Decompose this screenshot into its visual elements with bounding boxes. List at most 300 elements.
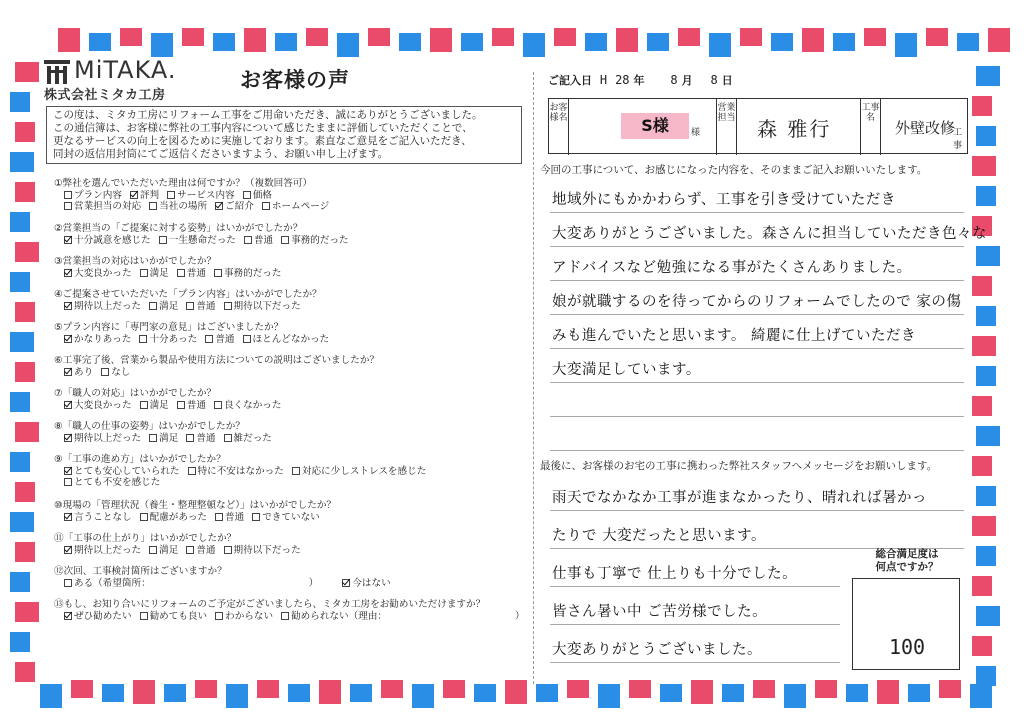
option-label: ご紹介 — [225, 201, 254, 212]
border-tile — [213, 33, 235, 51]
question-title: ⑤プラン内容に「専門家の意見」はございましたか？ — [54, 322, 284, 333]
border-tile — [709, 33, 731, 57]
checked-box-icon — [64, 513, 72, 521]
border-tile — [972, 156, 996, 176]
handwritten-line: みも進んでいたと思います。 綺麗に仕上げていただき — [552, 328, 916, 344]
checkbox-icon — [140, 269, 148, 277]
border-tile — [616, 28, 638, 52]
option-label: 普通 — [253, 234, 274, 246]
page-title: お客様の声 — [240, 68, 350, 92]
border-tile — [58, 28, 80, 52]
checkbox-icon — [252, 513, 260, 521]
border-tile — [15, 662, 35, 682]
option-label: 評判 — [139, 189, 160, 201]
option-checkbox[interactable] — [262, 201, 329, 213]
option-checkbox[interactable] — [214, 400, 282, 412]
checkbox-icon — [292, 467, 300, 475]
writing-rule — [550, 382, 964, 383]
checkbox-icon — [281, 236, 289, 244]
option-label: 今はない — [352, 577, 391, 589]
border-tile — [195, 680, 217, 698]
survey-question — [54, 454, 434, 489]
customer-label: お客様名 — [549, 99, 569, 155]
option-label: 一生懸命だった — [168, 234, 236, 246]
checkbox-icon — [281, 612, 289, 620]
message-prompt: 最後に、お客様のお宅の工事に携わった弊社スタッフへメッセージをお願いします。 — [540, 460, 938, 472]
border-tile — [895, 33, 917, 57]
customer-suffix: 様 — [691, 128, 701, 138]
intro-line: 更なるサービスの向上を図るために実施しております。素直なご意見をご記入いただき、 — [53, 135, 472, 147]
border-tile — [10, 572, 30, 592]
checkbox-icon — [149, 434, 157, 442]
option-checkbox[interactable] — [64, 367, 93, 379]
option-label: プラン内容 — [74, 189, 122, 201]
checkbox-icon — [224, 546, 232, 554]
border-tile — [10, 272, 30, 292]
option-checkbox[interactable] — [140, 512, 207, 524]
checkbox-icon — [149, 302, 157, 310]
option-checkbox[interactable] — [186, 433, 215, 445]
border-tile — [430, 28, 452, 52]
border-tile — [226, 684, 248, 708]
checkbox-icon — [159, 236, 167, 244]
option-label: 満足 — [159, 300, 179, 312]
border-tile — [833, 33, 855, 51]
handwritten-line: 娘が就職するのを待ってからのリフォームでしたので 家の傷 — [552, 294, 962, 310]
option-label: できていない — [262, 511, 320, 523]
option-label: 事務的だった — [291, 234, 349, 246]
option-checkbox[interactable] — [186, 545, 215, 557]
option-checkbox[interactable] — [64, 578, 151, 590]
checkbox-icon — [140, 612, 148, 620]
border-tile — [976, 426, 1000, 446]
border-tile — [970, 684, 992, 708]
border-tile — [976, 606, 1000, 626]
option-label: 普通 — [196, 432, 216, 444]
checkbox-icon — [186, 302, 194, 310]
border-tile — [523, 33, 545, 57]
option-label: わからない — [225, 610, 274, 622]
border-tile — [15, 542, 35, 562]
checkbox-icon — [177, 269, 185, 277]
checked-box-icon — [215, 202, 223, 210]
border-tile — [15, 122, 35, 142]
border-tile — [102, 684, 124, 702]
border-tile — [976, 306, 996, 326]
survey-question — [54, 223, 357, 246]
checked-box-icon — [64, 236, 72, 244]
border-tile — [926, 28, 948, 46]
border-tile — [15, 182, 35, 202]
question-title: ③営業担当の対応はいかがでしたか？ — [54, 256, 217, 267]
border-tile — [15, 242, 39, 262]
border-tile — [753, 680, 775, 698]
checkbox-icon — [224, 302, 232, 310]
border-tile — [319, 680, 341, 704]
checkbox-icon — [167, 191, 175, 199]
border-tile — [864, 28, 886, 46]
border-tile — [784, 684, 806, 708]
option-label: とても不安を感じた — [74, 477, 161, 488]
handwritten-line: 地域外にもかかわらず、工事を引き受けていただき — [552, 192, 896, 208]
border-tile — [567, 680, 589, 698]
option-checkbox[interactable] — [149, 433, 178, 445]
customer-field[interactable] — [569, 99, 717, 155]
checked-box-icon — [64, 335, 72, 343]
question-title: ⑥工事完了後、営業から製品や使用方法についての説明はございましたか？ — [54, 355, 380, 366]
checked-box-icon — [64, 302, 72, 310]
option-row — [54, 268, 290, 280]
option-checkbox[interactable] — [139, 334, 197, 346]
border-tile — [976, 546, 996, 566]
option-checkbox[interactable] — [243, 334, 330, 346]
border-tile — [972, 396, 992, 416]
option-row — [54, 367, 379, 379]
option-label: ） — [308, 577, 319, 589]
border-tile — [976, 366, 996, 386]
option-label: 普通 — [215, 333, 235, 345]
intro-line: この通信簿は、お客様に弊社の工事内容について感じたままに評価していただくことで、 — [53, 122, 473, 134]
date-label: ご記入日 — [548, 74, 592, 87]
option-label: 大変良かった — [74, 399, 132, 411]
border-tile — [10, 92, 30, 112]
option-label: 普通 — [196, 544, 216, 556]
checkbox-icon — [215, 513, 223, 521]
border-tile — [939, 680, 961, 698]
option-label: 満足 — [159, 432, 179, 444]
option-label: 配慮があった — [149, 511, 208, 523]
option-label: 勧めても良い — [149, 610, 208, 622]
checkbox-icon — [215, 612, 223, 620]
border-tile — [10, 452, 30, 472]
staff-field[interactable] — [737, 99, 861, 155]
option-close-paren — [515, 611, 525, 623]
option-label: 満足 — [149, 267, 169, 279]
border-tile — [474, 684, 496, 702]
border-tile — [722, 684, 744, 702]
writing-rule — [550, 624, 840, 625]
border-tile — [10, 632, 30, 652]
option-row — [54, 201, 337, 213]
survey-question — [54, 599, 533, 622]
option-row — [54, 334, 337, 346]
border-tile — [976, 666, 996, 686]
option-checkbox[interactable] — [177, 400, 206, 412]
writing-rule — [550, 586, 840, 587]
option-checkbox[interactable] — [149, 545, 178, 557]
border-tile — [164, 684, 186, 702]
option-checkbox[interactable] — [140, 268, 169, 280]
border-tile — [976, 126, 996, 146]
border-tile — [443, 680, 465, 698]
border-tile — [691, 680, 713, 704]
option-checkbox[interactable] — [244, 235, 273, 247]
checkbox-icon — [149, 202, 157, 210]
checked-box-icon — [130, 191, 138, 199]
border-tile — [288, 684, 310, 702]
border-tile — [629, 680, 651, 698]
handwritten-line: 皆さん暑い中 ご苦労様でした。 — [552, 604, 768, 620]
border-tile — [972, 336, 996, 356]
option-checkbox[interactable] — [167, 190, 235, 202]
option-label: あり — [74, 366, 94, 378]
option-label: 十分あった — [149, 333, 198, 345]
checked-box-icon — [64, 269, 72, 277]
option-checkbox[interactable] — [186, 301, 215, 313]
option-checkbox[interactable] — [64, 512, 132, 524]
option-checkbox[interactable] — [64, 301, 141, 313]
border-tile — [337, 33, 359, 57]
border-tile — [151, 33, 173, 57]
option-checkbox[interactable] — [140, 611, 208, 623]
question-title: ⑧「職人の仕事の姿勢」はいかがでしたか？ — [54, 421, 245, 432]
border-tile — [257, 680, 279, 698]
option-label: ） — [515, 610, 525, 622]
option-label: 勧められない（理由： — [291, 610, 388, 622]
option-checkbox[interactable] — [281, 235, 349, 247]
border-tile — [306, 28, 328, 46]
option-close-paren — [309, 578, 319, 590]
question-title: ⑦「職人の対応」はいかがでしたか？ — [54, 388, 217, 399]
option-checkbox[interactable] — [64, 190, 122, 202]
intro-line: この度は、ミタカ工房にリフォーム工事をご用命いただき、誠にありがとうございました。 — [53, 109, 483, 121]
option-label: 普通 — [186, 267, 206, 279]
option-checkbox[interactable] — [252, 512, 320, 524]
checked-box-icon — [64, 546, 72, 554]
writing-rule — [550, 662, 840, 663]
date-month-suffix: 月 — [681, 74, 693, 87]
border-tile — [133, 680, 155, 704]
handwritten-line: 大変ありがとうございました。森さんに担当していただき色々な — [552, 226, 987, 242]
border-tile — [554, 28, 576, 46]
border-tile — [877, 680, 899, 704]
checked-box-icon — [64, 434, 72, 442]
option-label: ホームページ — [271, 201, 330, 212]
writing-rule — [550, 314, 964, 315]
option-checkbox[interactable] — [215, 611, 273, 623]
satisfaction-score-box[interactable] — [852, 578, 960, 670]
survey-question — [54, 178, 337, 213]
question-title: ⑩現場の「管理状況（養生・整理整頓など）」はいかがでしたか？ — [54, 500, 337, 511]
question-title: ⑬もし、お知り合いにリフォームのご予定がございましたら、ミタカ工房をお勧めいただけますか？ — [54, 599, 486, 610]
checkbox-icon — [177, 401, 185, 409]
company-logo — [44, 58, 204, 102]
satisfaction-label-line: 何点ですか？ — [875, 561, 939, 573]
border-tile — [815, 680, 837, 698]
border-tile — [15, 602, 39, 622]
option-row — [54, 611, 533, 623]
checkbox-icon — [140, 401, 148, 409]
staff-label: 営業担当 — [717, 99, 737, 155]
option-checkbox[interactable] — [64, 477, 160, 489]
border-tile — [15, 362, 35, 382]
option-label: 価格 — [252, 189, 272, 201]
border-tile — [972, 516, 996, 536]
company-name: 株式会社ミタカ工房 — [44, 88, 166, 103]
option-label: とても安心していられた — [74, 465, 180, 477]
option-row — [54, 235, 357, 247]
border-tile — [976, 486, 996, 506]
option-label: 対応に少しストレスを感じた — [301, 465, 427, 477]
option-checkbox[interactable] — [215, 512, 244, 524]
border-tile — [972, 456, 992, 476]
option-checkbox[interactable] — [243, 190, 272, 202]
writing-rule — [550, 246, 964, 247]
checked-box-icon — [342, 579, 350, 587]
option-label: 営業担当の対応 — [74, 201, 142, 212]
date-year[interactable]: 28 — [615, 73, 630, 87]
option-label: 期待以下だった — [233, 544, 301, 556]
option-label: 満足 — [149, 399, 169, 411]
option-label: かなりあった — [74, 333, 132, 345]
question-title: ②営業担当の「ご提案に対する姿勢」はいかがでしたか？ — [54, 223, 303, 234]
border-tile — [120, 28, 142, 46]
option-label: ぜひ勧めたい — [74, 610, 132, 622]
survey-question — [54, 355, 379, 378]
border-tile — [10, 212, 30, 232]
option-checkbox[interactable] — [130, 190, 159, 202]
checkbox-icon — [214, 401, 222, 409]
checkbox-icon — [214, 269, 222, 277]
border-tile — [15, 422, 39, 442]
option-checkbox[interactable] — [224, 301, 301, 313]
option-checkbox[interactable] — [64, 433, 141, 445]
border-tile — [71, 680, 93, 698]
checkbox-icon — [64, 202, 72, 210]
option-label: 十分誠意を感じた — [74, 234, 151, 246]
option-checkbox[interactable] — [342, 578, 390, 590]
border-tile — [412, 684, 434, 708]
option-checkbox[interactable] — [149, 201, 207, 213]
option-label: ある（希望箇所： — [74, 577, 151, 589]
option-checkbox[interactable] — [64, 545, 141, 557]
option-checkbox[interactable] — [224, 433, 272, 445]
option-checkbox[interactable] — [292, 466, 426, 478]
option-checkbox[interactable] — [64, 201, 141, 213]
checkbox-icon — [262, 202, 270, 210]
option-checkbox[interactable] — [215, 201, 254, 213]
question-title: ④ご提案させていただいた「プラン内容」はいかがでしたか？ — [54, 289, 322, 300]
question-title: ①弊社を選んでいただいた理由は何ですか？（複数回答可） — [54, 178, 313, 189]
satisfaction-score: 100 — [888, 635, 926, 659]
border-tile — [972, 576, 992, 596]
checkbox-icon — [64, 579, 72, 587]
option-checkbox[interactable] — [188, 466, 284, 478]
checked-box-icon — [64, 368, 72, 376]
border-tile — [972, 276, 992, 296]
option-label: 普通 — [186, 399, 206, 411]
option-checkbox[interactable] — [281, 611, 387, 623]
option-checkbox[interactable] — [140, 400, 169, 412]
border-tile — [647, 33, 669, 51]
option-checkbox[interactable] — [205, 334, 234, 346]
checkbox-icon — [243, 335, 251, 343]
border-tile — [244, 28, 266, 52]
customer-name-stamp: S様 — [621, 113, 689, 139]
option-checkbox[interactable] — [214, 268, 282, 280]
option-label: 期待以上だった — [74, 300, 142, 312]
writing-rule — [550, 348, 964, 349]
checked-box-icon — [64, 467, 72, 475]
option-checkbox[interactable] — [64, 235, 151, 247]
option-row — [54, 433, 280, 445]
date-day-suffix: 日 — [721, 74, 733, 87]
work-suffix: 工事 — [953, 128, 963, 151]
border-tile — [678, 28, 700, 46]
checkbox-icon — [64, 478, 72, 486]
date-year-suffix: 年 — [633, 74, 645, 87]
border-tile — [660, 684, 682, 702]
border-tile — [585, 33, 607, 51]
handwritten-line: 仕事も丁寧で 仕上りも十分でした。 — [552, 566, 798, 582]
border-tile — [505, 680, 527, 704]
date-month[interactable]: 8 — [670, 73, 678, 87]
intro-line: 同封の返信用封筒にてご返信くださいますよう、お願い申し上げます。 — [53, 148, 389, 160]
border-tile — [15, 482, 35, 502]
border-tile — [598, 684, 620, 708]
handwritten-line: 大変満足しています。 — [552, 362, 701, 378]
option-checkbox[interactable] — [224, 545, 301, 557]
option-row — [54, 578, 399, 590]
border-tile — [399, 33, 421, 51]
border-tile — [182, 28, 204, 46]
border-tile — [10, 332, 34, 352]
option-label: 大変良かった — [74, 267, 132, 279]
checkbox-icon — [64, 191, 72, 199]
option-checkbox[interactable] — [64, 334, 131, 346]
option-checkbox[interactable] — [101, 367, 130, 379]
option-label: サービス内容 — [177, 189, 235, 201]
border-tile — [908, 684, 930, 702]
option-row — [54, 545, 309, 557]
handwritten-line: アドバイスなど勉強になる事がたくさんありました。 — [552, 260, 912, 276]
intro-box — [46, 106, 522, 164]
checkbox-icon — [244, 236, 252, 244]
option-label: 言うことなし — [74, 511, 132, 523]
option-checkbox[interactable] — [64, 400, 132, 412]
date-day[interactable]: 8 — [710, 73, 718, 87]
option-checkbox[interactable] — [64, 611, 132, 623]
survey-question — [54, 289, 322, 312]
survey-question — [54, 322, 337, 345]
column-divider — [533, 72, 534, 684]
impressions-prompt: 今回の工事について、お感じになった内容を、そのままご記入お願いいたします。 — [540, 164, 928, 176]
satisfaction-label-line: 総合満足度は — [875, 548, 939, 560]
date-era: H — [599, 73, 608, 87]
option-label: 普通 — [225, 511, 245, 523]
border-tile — [275, 33, 297, 51]
option-checkbox[interactable] — [149, 301, 178, 313]
survey-question — [54, 533, 309, 556]
work-field[interactable] — [881, 99, 969, 155]
checked-box-icon — [64, 401, 72, 409]
border-tile — [972, 636, 992, 656]
checkbox-icon — [186, 546, 194, 554]
survey-question — [54, 500, 336, 523]
border-tile — [15, 302, 35, 322]
option-label: 期待以下だった — [233, 300, 301, 312]
option-label: ほとんどなかった — [252, 333, 330, 345]
option-checkbox[interactable] — [159, 235, 236, 247]
border-tile — [976, 246, 1000, 266]
option-checkbox[interactable] — [64, 466, 180, 478]
logo-mark-icon — [44, 60, 70, 84]
checkbox-icon — [101, 368, 109, 376]
option-checkbox[interactable] — [64, 268, 132, 280]
writing-rule — [550, 510, 964, 511]
option-checkbox[interactable] — [177, 268, 206, 280]
question-title: ⑪「工事の仕上がり」はいかがでしたか？ — [54, 533, 237, 544]
